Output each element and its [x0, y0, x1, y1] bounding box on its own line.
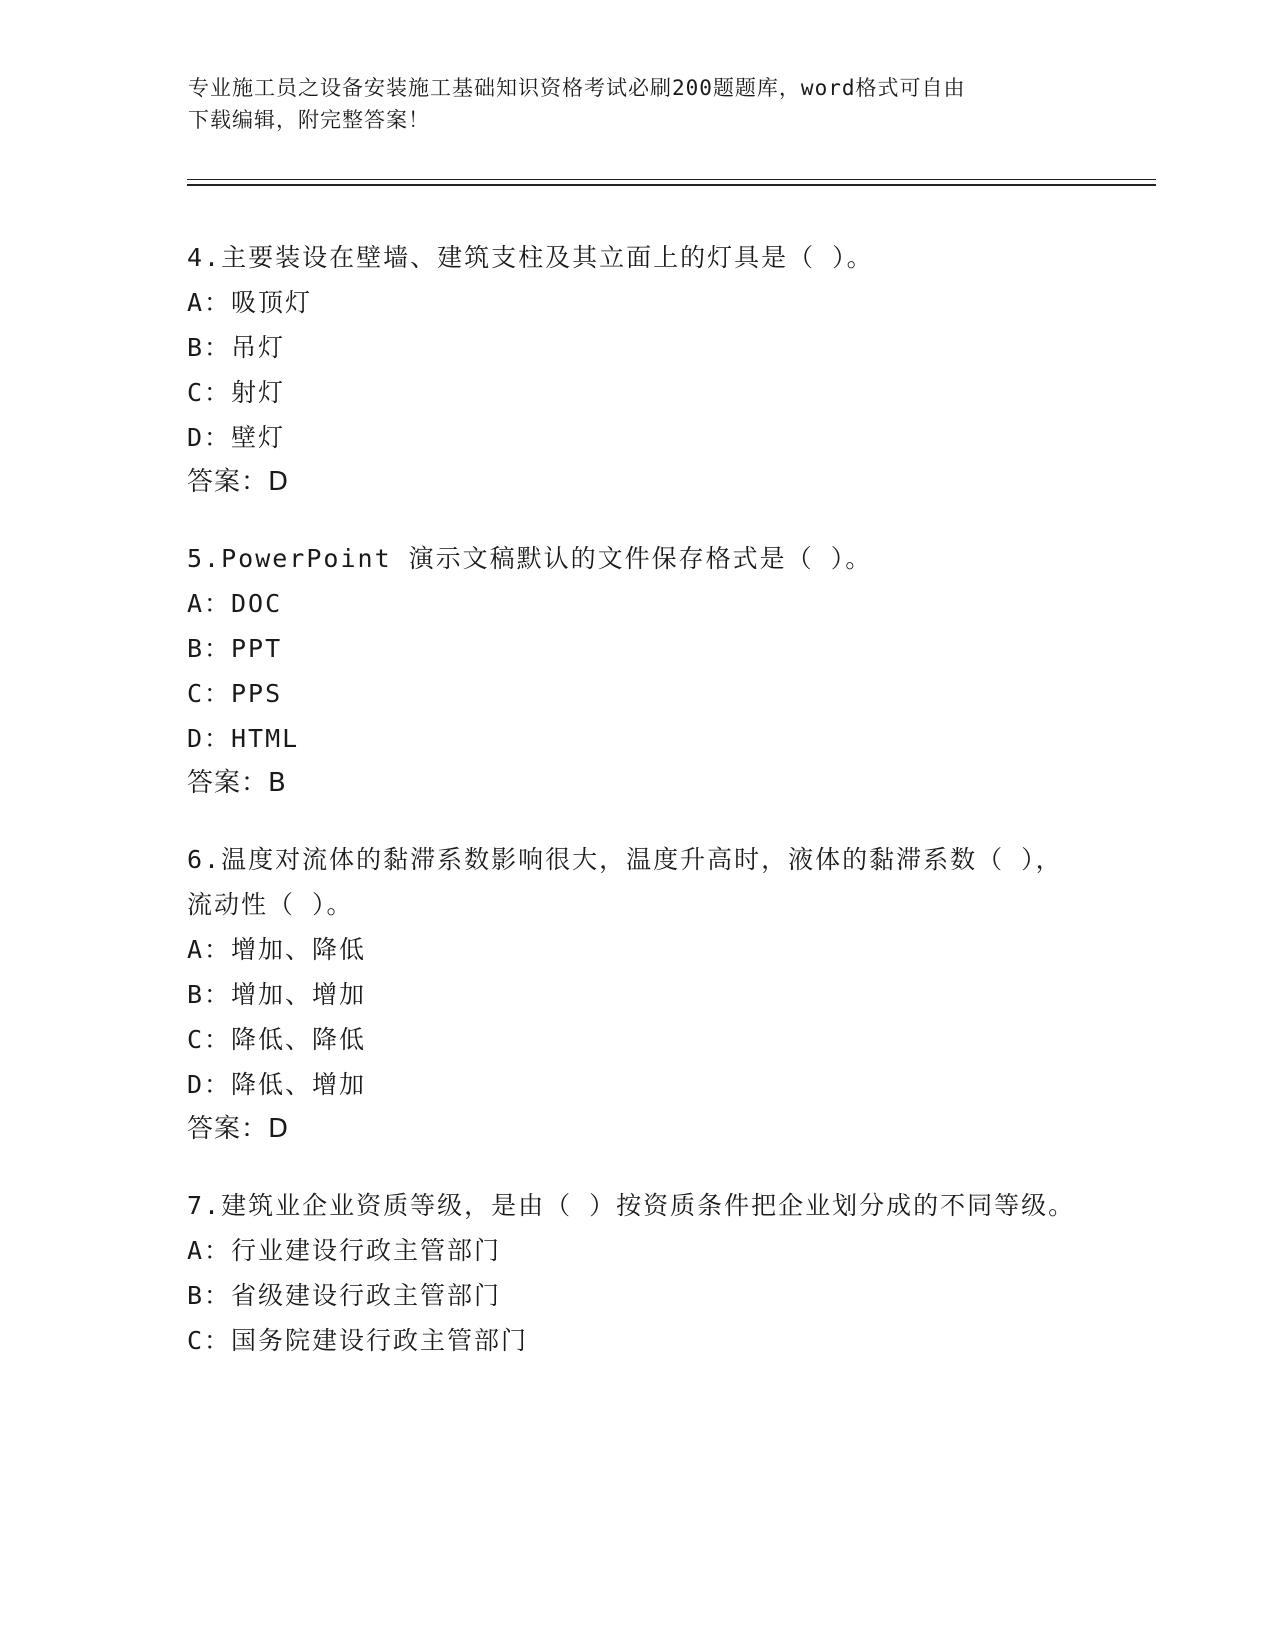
- option-letter: A：: [187, 589, 232, 618]
- option-letter: A：: [187, 288, 232, 317]
- option-text: HTML: [231, 724, 300, 753]
- option-text: 增加、增加: [231, 980, 367, 1009]
- option-text: 降低、降低: [231, 1025, 367, 1054]
- question-list: [187, 235, 1087, 1394]
- option-a: [187, 1228, 1087, 1273]
- option-a: [187, 927, 1087, 972]
- option-a: [187, 280, 1087, 325]
- option-b: [187, 325, 1087, 370]
- option-letter: D：: [187, 724, 232, 753]
- option-text: PPT: [231, 634, 283, 663]
- option-letter: D：: [187, 1070, 232, 1099]
- header-divider-bottom: [187, 184, 1156, 186]
- option-d: [187, 415, 1087, 460]
- option-text: 吸顶灯: [231, 288, 313, 317]
- option-c: [187, 1318, 1087, 1363]
- question-6: [187, 837, 1087, 1152]
- option-text: 降低、增加: [231, 1070, 367, 1099]
- option-letter: B：: [187, 634, 232, 663]
- question-stem: 5.PowerPoint 演示文稿默认的文件保存格式是（ ）。: [187, 544, 873, 573]
- answer-line: 答案：B: [187, 768, 287, 798]
- answer-line: 答案：D: [187, 1114, 290, 1144]
- option-d: [187, 716, 1087, 761]
- option-letter: A：: [187, 935, 232, 964]
- option-text: 行业建设行政主管部门: [231, 1236, 502, 1265]
- option-text: 射灯: [231, 378, 286, 407]
- question-5: [187, 536, 1087, 806]
- option-text: 壁灯: [231, 423, 286, 452]
- option-letter: C：: [187, 1326, 232, 1355]
- option-letter: B：: [187, 333, 232, 362]
- option-text: 省级建设行政主管部门: [231, 1281, 502, 1310]
- option-d: [187, 1062, 1087, 1107]
- option-b: [187, 626, 1087, 671]
- header-divider-top: [187, 179, 1156, 180]
- option-text: PPS: [231, 679, 283, 708]
- header-line-1: 专业施工员之设备安装施工基础知识资格考试必刷200题题库，word格式可自由: [188, 76, 966, 100]
- option-letter: B：: [187, 980, 232, 1009]
- option-letter: D：: [187, 423, 232, 452]
- header-line-2: 下载编辑，附完整答案！: [188, 108, 430, 132]
- option-letter: C：: [187, 1025, 232, 1054]
- option-letter: C：: [187, 679, 232, 708]
- option-c: [187, 370, 1087, 415]
- option-letter: B：: [187, 1281, 232, 1310]
- question-4: [187, 235, 1087, 505]
- question-stem: 4.主要装设在壁墙、建筑支柱及其立面上的灯具是（ ）。: [187, 243, 874, 272]
- answer-line: 答案：D: [187, 467, 290, 497]
- option-text: 增加、降低: [231, 935, 367, 964]
- option-letter: A：: [187, 1236, 232, 1265]
- question-stem: 6.温度对流体的黏滞系数影响很大，温度升高时，液体的黏滞系数（ ），流动性（ ）。: [187, 845, 1063, 919]
- option-letter: C：: [187, 378, 232, 407]
- question-7: [187, 1183, 1087, 1363]
- option-text: DOC: [231, 589, 283, 618]
- option-b: [187, 1273, 1087, 1318]
- option-c: [187, 1017, 1087, 1062]
- document-header: [188, 72, 1088, 136]
- option-b: [187, 972, 1087, 1017]
- option-a: [187, 581, 1087, 626]
- option-c: [187, 671, 1087, 716]
- option-text: 吊灯: [231, 333, 286, 362]
- option-text: 国务院建设行政主管部门: [231, 1326, 529, 1355]
- question-stem: 7.建筑业企业资质等级，是由（ ）按资质条件把企业划分成的不同等级。: [187, 1191, 1076, 1220]
